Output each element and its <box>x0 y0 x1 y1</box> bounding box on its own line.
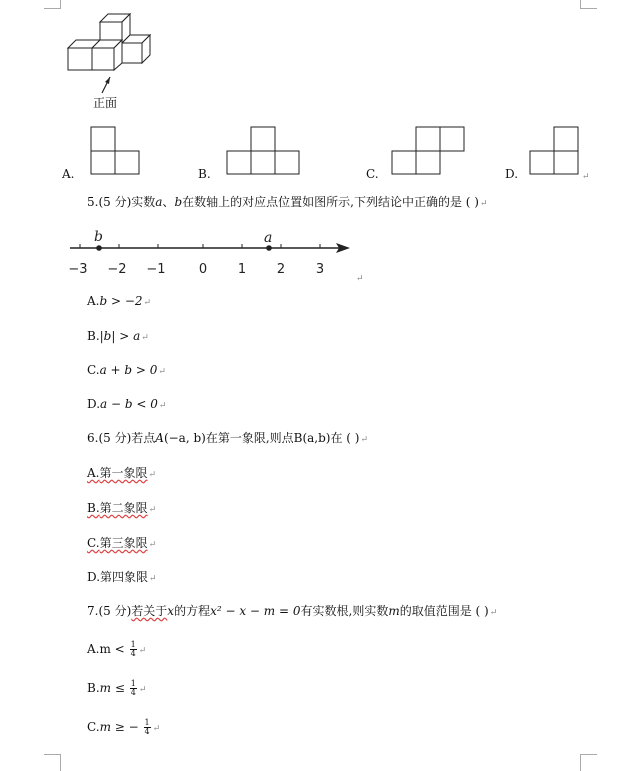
q7-stem: 7.(5 分)若关于x的方程x² − x − m = 0有实数根,则实数m的取值范围是 ( )↵ <box>87 604 498 618</box>
q6-choice-b: B.第二象限↵ <box>87 501 157 515</box>
paragraph-mark-icon: ↵ <box>582 172 590 182</box>
q6-choice-a: A.第一象限↵ <box>87 466 157 480</box>
option-a-view <box>90 126 140 176</box>
tick-label: 1 <box>237 262 247 277</box>
corner-mark-top-left <box>44 0 61 9</box>
point-b <box>96 245 102 251</box>
paragraph-mark-icon: ↵ <box>356 274 364 284</box>
option-d-label: D. <box>505 167 519 181</box>
q7-choice-b: B.m ≤ $\frac{1}{4}$ ↵ <box>87 679 147 697</box>
tick-label: 3 <box>315 262 325 277</box>
tick-label: 2 <box>276 262 286 277</box>
fraction: $\frac{1}{4}$ <box>130 679 136 697</box>
option-d-view <box>529 126 579 176</box>
q5-choice-b: B.|b| > a↵ <box>87 329 149 343</box>
corner-mark-top-right <box>580 0 597 9</box>
q5-stem: 5.(5 分)实数a、b在数轴上的对应点位置如图所示,下列结论中正确的是 ( )↵ <box>87 195 488 209</box>
q5-choice-d: D.a − b < 0↵ <box>87 397 167 411</box>
number-line <box>62 226 362 282</box>
point-a-label: a <box>264 230 273 246</box>
option-b-view <box>226 126 300 176</box>
point-b-label: b <box>94 229 103 245</box>
option-b-label: B. <box>198 167 211 181</box>
q7-choice-c: C.m ≥ − $\frac{1}{4}$ ↵ <box>87 718 161 736</box>
q6-choice-c: C.第三象限↵ <box>87 536 157 550</box>
corner-mark-bottom-left <box>44 754 61 771</box>
tick-label: −1 <box>146 262 166 277</box>
point-a <box>266 245 272 251</box>
fraction: $\frac{1}{4}$ <box>130 640 136 658</box>
q6-choice-d: D.第四象限↵ <box>87 570 157 584</box>
option-c-label: C. <box>366 167 379 181</box>
front-view-label: 正面 <box>93 96 118 110</box>
tick-label: −3 <box>68 262 88 277</box>
option-c-view <box>391 126 465 176</box>
option-a-label: A. <box>62 167 75 181</box>
q7-choice-a: A.m < $\frac{1}{4}$ ↵ <box>87 640 147 658</box>
tick-label: 0 <box>198 262 208 277</box>
tick-label: −2 <box>107 262 127 277</box>
corner-mark-bottom-right <box>580 754 597 771</box>
fraction: $\frac{1}{4}$ <box>144 718 150 736</box>
q5-choice-a: A.b > −2↵ <box>87 294 152 308</box>
q5-choice-c: C.a + b > 0↵ <box>87 363 166 377</box>
q6-stem: 6.(5 分)若点A(−a, b)在第一象限,则点B(a,b)在 ( )↵ <box>87 431 369 445</box>
